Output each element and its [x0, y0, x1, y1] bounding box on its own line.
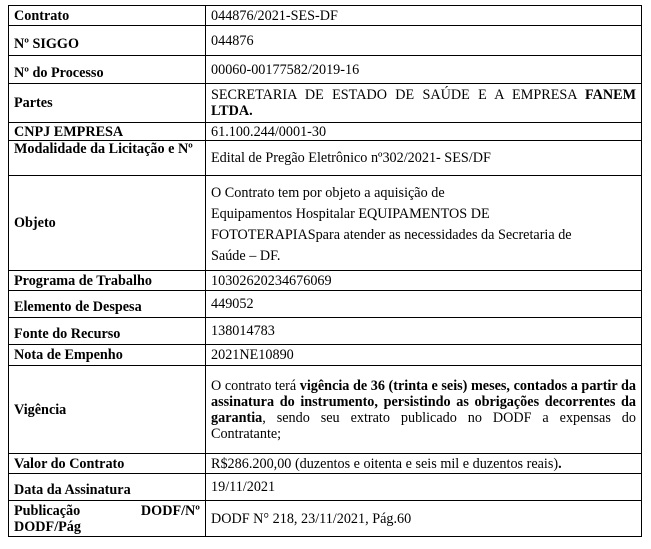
label-valor: Valor do Contrato: [9, 454, 206, 474]
label-objeto: Objeto: [9, 176, 206, 271]
value-publicacao: DODF N° 218, 23/11/2021, Pág.60: [206, 501, 642, 537]
contract-summary-table: [8, 5, 642, 537]
value-contrato: 044876/2021-SES-DF: [206, 6, 642, 26]
value-valor: [206, 454, 642, 474]
label-elemento: Elemento de Despesa: [9, 291, 206, 318]
row-valor: [9, 454, 642, 474]
value-fonte: 138014783: [206, 318, 642, 345]
publicacao-label-right: DODF/Nº: [140, 502, 200, 519]
label-modalidade: Modalidade da Licitação e Nº: [9, 141, 206, 176]
value-cnpj: 61.100.244/0001-30: [206, 123, 642, 141]
row-partes: [9, 84, 642, 123]
objeto-line-3: FOTOTERAPIASpara atender as necessidades da Secretaria de: [211, 226, 572, 243]
value-vigencia: [206, 366, 642, 454]
objeto-line-4: Saúde – DF.: [211, 247, 281, 264]
value-empenho: 2021NE10890: [206, 345, 642, 366]
row-objeto: [9, 176, 642, 271]
label-vigencia: Vigência: [9, 366, 206, 454]
row-empenho: [9, 345, 642, 366]
row-processo: [9, 56, 642, 84]
label-assinatura: Data da Assinatura: [9, 474, 206, 501]
objeto-line-2: Equipamentos Hospitalar EQUIPAMENTOS DE: [211, 205, 490, 222]
value-programa: 10302620234676069: [206, 271, 642, 291]
row-modalidade: [9, 141, 642, 176]
row-programa: [9, 271, 642, 291]
label-cnpj: CNPJ EMPRESA: [9, 123, 206, 141]
value-modalidade: Edital de Pregão Eletrônico nº302/2021- SES/DF: [206, 141, 642, 176]
valor-end: .: [558, 455, 562, 472]
row-contrato: [9, 6, 642, 26]
label-empenho: Nota de Empenho: [9, 345, 206, 366]
value-processo: 00060-00177582/2019-16: [206, 56, 642, 84]
row-cnpj: [9, 123, 642, 141]
publicacao-label-line-1: [14, 503, 200, 519]
vigencia-bold: vigência de 36 (trinta e seis) meses, contados a partir da assinatura do instrumento, persistindo as obrigações decorrentes da garantia: [211, 377, 636, 426]
value-partes: [206, 84, 642, 123]
label-fonte: Fonte do Recurso: [9, 318, 206, 345]
row-vigencia: [9, 366, 642, 454]
publicacao-label-line-2: DODF/Pág: [14, 518, 81, 535]
value-assinatura: 19/11/2021: [206, 474, 642, 501]
label-siggo: Nº SIGGO: [9, 26, 206, 56]
label-processo: Nº do Processo: [9, 56, 206, 84]
value-siggo: 044876: [206, 26, 642, 56]
row-siggo: [9, 26, 642, 56]
vigencia-post: , sendo seu extrato publicado no DODF a expensas do Contratante;: [211, 409, 636, 442]
label-programa: Programa de Trabalho: [9, 271, 206, 291]
row-publicacao: [9, 501, 642, 537]
publicacao-label-left: Publicação: [14, 502, 81, 519]
row-assinatura: [9, 474, 642, 501]
value-elemento: 449052: [206, 291, 642, 318]
value-objeto: [206, 176, 642, 271]
valor-text: R$286.200,00 (duzentos e oitenta e seis mil e duzentos reais): [211, 455, 559, 472]
label-contrato: Contrato: [9, 6, 206, 26]
partes-company: FANEM LTDA.: [211, 87, 637, 119]
row-fonte: [9, 318, 642, 345]
objeto-line-1: O Contrato tem por objeto a aquisição de: [211, 184, 445, 201]
label-publicacao: [9, 501, 206, 537]
label-partes: Partes: [9, 84, 206, 123]
partes-text: SECRETARIA DE ESTADO DE SAÚDE E A EMPRESA: [211, 87, 577, 103]
vigencia-pre: O contrato terá: [211, 377, 300, 394]
row-elemento: [9, 291, 642, 318]
